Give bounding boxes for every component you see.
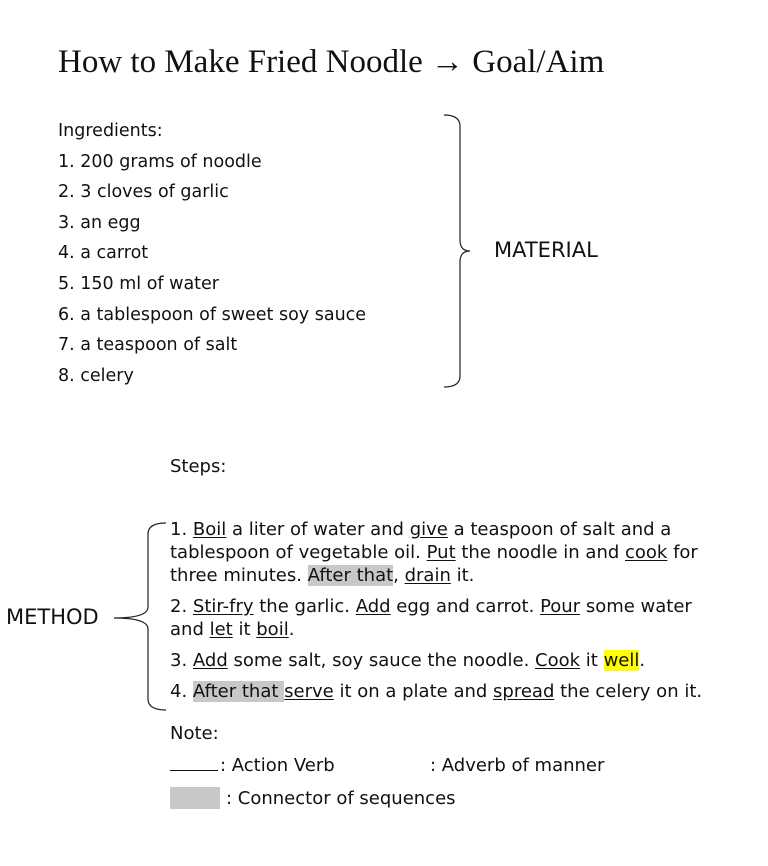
step-2 <box>170 595 730 641</box>
step-text: the celery on it. <box>554 681 703 702</box>
legend-action-verb-label: : Action Verb <box>220 755 335 776</box>
ingredients-heading: Ingredients: <box>58 121 163 141</box>
action-verb: serve <box>284 681 334 702</box>
method-brace <box>110 520 170 714</box>
step-text: the garlic. <box>253 596 356 617</box>
step-text: for three minutes. <box>170 542 698 586</box>
action-verb: Pour <box>540 596 581 617</box>
steps-list <box>170 518 730 711</box>
ingredient-item: 5. 150 ml of water <box>58 273 219 294</box>
ingredient-item: 6. a tablespoon of sweet soy sauce <box>58 304 367 325</box>
step-text: it <box>580 650 604 671</box>
legend-connector <box>170 787 456 809</box>
step-text: it on a plate and <box>333 681 494 702</box>
ingredients-list <box>58 116 366 391</box>
ingredient-item: 3. an egg <box>58 212 141 233</box>
step-text: the noodle in and <box>455 542 625 563</box>
ingredient-item: 1. 200 grams of noodle <box>58 151 262 172</box>
step-number: 1. <box>170 519 193 540</box>
step-text: it. <box>450 565 475 586</box>
step-text: . <box>639 650 646 671</box>
action-verb: boil <box>256 619 289 640</box>
page-title: How to Make Fried Noodle → Goal/Aim <box>58 44 605 80</box>
action-verb: let <box>209 619 233 640</box>
step-1 <box>170 518 730 587</box>
step-text: some water and <box>170 596 692 640</box>
legend-adverb <box>430 755 604 776</box>
adverb-of-manner: well <box>603 650 640 671</box>
step-number: 2. <box>170 596 193 617</box>
step-text: a teaspoon of salt and a tablespoon of vegetable oil. <box>170 519 672 563</box>
step-text: , <box>393 565 405 586</box>
step-text: a liter of water and <box>226 519 410 540</box>
step-4 <box>170 680 730 703</box>
step-text: egg and carrot. <box>390 596 541 617</box>
ingredient-item: 2. 3 cloves of garlic <box>58 182 229 203</box>
step-text: some salt, soy sauce the noodle. <box>227 650 536 671</box>
method-label: METHOD <box>6 605 99 629</box>
step-text: . <box>288 619 295 640</box>
action-verb: Stir-fry <box>192 596 254 617</box>
connector: After that <box>307 565 394 586</box>
step-3 <box>170 649 730 672</box>
action-verb: Boil <box>192 519 227 540</box>
action-verb: drain <box>404 565 451 586</box>
action-verb: Add <box>355 596 391 617</box>
action-verb-underline-sample <box>170 770 218 771</box>
action-verb: spread <box>493 681 555 702</box>
ingredient-item: 7. a teaspoon of salt <box>58 335 238 356</box>
legend-action-verb <box>170 755 335 776</box>
action-verb: cook <box>625 542 668 563</box>
material-brace <box>440 112 480 392</box>
connector: After that <box>192 681 285 702</box>
step-text: it <box>232 619 257 640</box>
action-verb: give <box>409 519 448 540</box>
note-heading: Note: <box>170 723 219 744</box>
steps-heading: Steps: <box>170 456 227 477</box>
ingredient-item: 4. a carrot <box>58 243 149 264</box>
legend-adverb-label: : Adverb of manner <box>430 755 605 776</box>
step-number: 4. <box>170 681 193 702</box>
step-number: 3. <box>170 650 193 671</box>
ingredient-item: 8. celery <box>58 365 134 386</box>
legend-connector-label: : Connector of sequences <box>226 788 456 809</box>
material-label: MATERIAL <box>494 238 598 262</box>
connector-highlight-sample <box>170 787 220 809</box>
action-verb: Add <box>192 650 228 671</box>
action-verb: Put <box>426 542 456 563</box>
action-verb: Cook <box>535 650 581 671</box>
